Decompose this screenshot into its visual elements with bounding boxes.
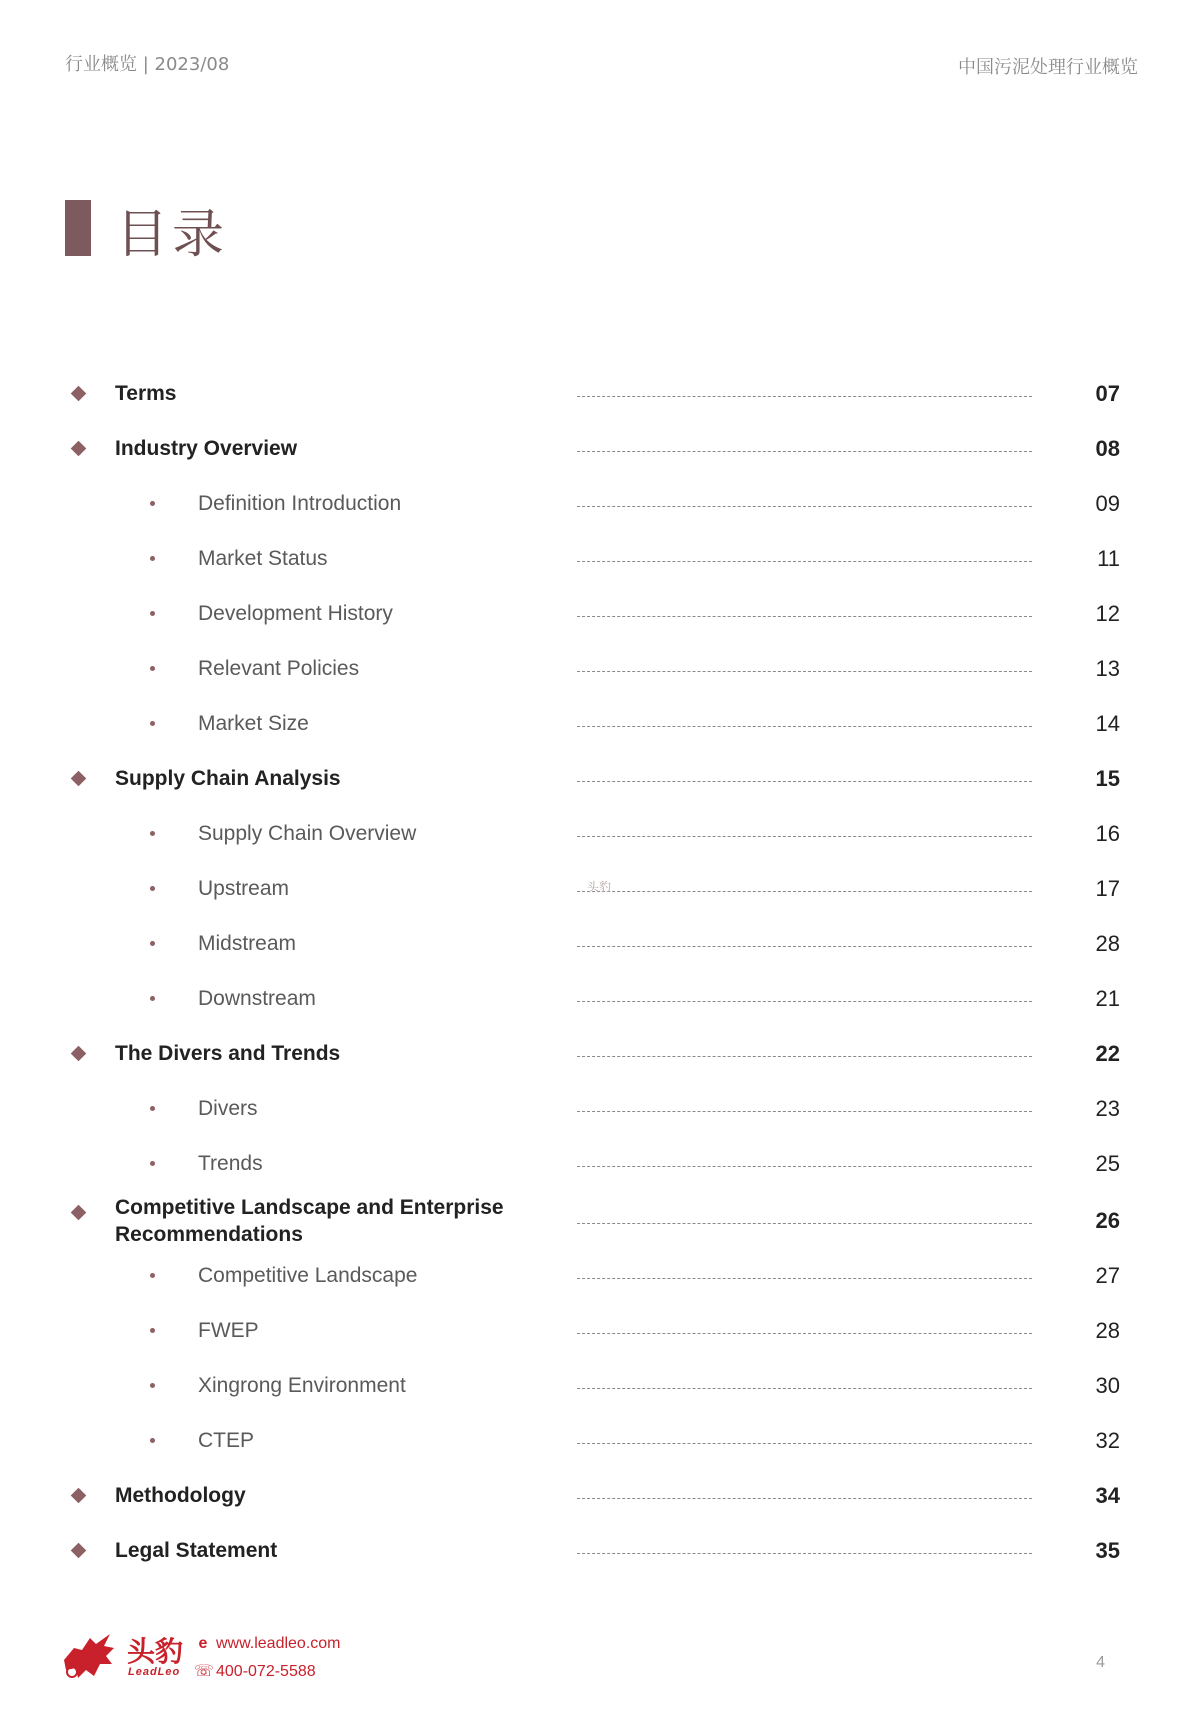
toc-page-number: 07 <box>1095 381 1120 406</box>
dotted-leader <box>577 946 1032 947</box>
toc-page-number: 12 <box>1095 601 1120 626</box>
toc-page-number: 15 <box>1095 766 1120 791</box>
diamond-icon <box>71 1205 87 1221</box>
diamond-icon <box>71 1543 87 1559</box>
diamond-icon <box>71 1046 87 1062</box>
dot-icon <box>150 1106 155 1111</box>
dotted-leader <box>577 1278 1032 1279</box>
dot-icon <box>150 1161 155 1166</box>
toc-page-number: 35 <box>1095 1538 1120 1563</box>
dotted-leader <box>577 1553 1032 1554</box>
brand-name-en: LeadLeo <box>128 1666 181 1678</box>
toc-page-number: 14 <box>1095 711 1120 736</box>
diamond-icon <box>71 1488 87 1504</box>
dot-icon <box>150 611 155 616</box>
dotted-leader <box>577 396 1032 397</box>
dot-icon <box>150 1328 155 1333</box>
leadleo-logo-icon <box>60 1630 118 1682</box>
dotted-leader <box>577 1166 1032 1167</box>
dot-icon <box>150 666 155 671</box>
toc-page-number: 30 <box>1095 1373 1120 1398</box>
watermark: 头豹 <box>587 880 612 894</box>
dotted-leader <box>577 451 1032 452</box>
toc-label: Supply Chain Overview <box>198 822 417 845</box>
dotted-leader <box>577 616 1032 617</box>
toc-label: Definition Introduction <box>198 492 402 515</box>
dotted-leader <box>577 1001 1032 1002</box>
dot-icon <box>150 886 155 891</box>
toc-label: FWEP <box>198 1319 259 1342</box>
toc-page-number: 26 <box>1095 1208 1120 1233</box>
dotted-leader <box>577 561 1032 562</box>
toc-label: Legal Statement <box>115 1539 278 1562</box>
page-number: 4 <box>1096 1654 1105 1671</box>
toc-label: Methodology <box>115 1484 246 1507</box>
dotted-leader <box>577 1111 1032 1112</box>
dot-icon <box>150 1383 155 1388</box>
toc-label: Trends <box>198 1152 263 1175</box>
toc-label: CTEP <box>198 1429 255 1452</box>
brand-name-cn: 头豹 <box>127 1635 184 1668</box>
toc-page-number: 28 <box>1095 931 1120 956</box>
dotted-leader <box>577 1333 1032 1334</box>
toc-label: Terms <box>115 382 177 405</box>
web-icon: e <box>198 1635 208 1652</box>
toc-page-number: 28 <box>1095 1318 1120 1343</box>
dot-icon <box>150 831 155 836</box>
dot-icon <box>150 1438 155 1443</box>
toc-page-number: 13 <box>1095 656 1120 681</box>
dot-icon <box>150 996 155 1001</box>
toc-page-number: 21 <box>1095 986 1120 1011</box>
phone-icon: ☏ <box>194 1663 215 1680</box>
dotted-leader <box>577 1056 1032 1057</box>
toc-label: Upstream <box>198 877 290 900</box>
page-title: 目录 <box>116 205 229 265</box>
dotted-leader <box>577 891 1032 892</box>
toc-label: Market Status <box>198 547 328 570</box>
toc-label: Midstream <box>198 932 297 955</box>
title-accent-bar <box>65 200 91 256</box>
dotted-leader <box>577 671 1032 672</box>
toc-label: Competitive Landscape and Enterprise Recommendations <box>115 1196 504 1246</box>
toc-page-number: 22 <box>1095 1041 1120 1066</box>
dotted-leader <box>577 1223 1032 1224</box>
toc-label: Relevant Policies <box>198 657 360 680</box>
dot-icon <box>150 1273 155 1278</box>
toc-label: Market Size <box>198 712 309 735</box>
dotted-leader <box>577 506 1032 507</box>
dot-icon <box>150 721 155 726</box>
header-left: 行业概览 | 2023/08 <box>65 54 230 75</box>
toc-page-number: 08 <box>1095 436 1120 461</box>
diamond-icon <box>71 441 87 457</box>
toc-page-number: 25 <box>1095 1151 1120 1176</box>
diamond-icon <box>71 771 87 787</box>
toc-label: Supply Chain Analysis <box>115 767 341 790</box>
toc-page-number: 27 <box>1095 1263 1120 1288</box>
toc-label: Xingrong Environment <box>198 1374 406 1397</box>
toc-label: The Divers and Trends <box>115 1042 341 1065</box>
dotted-leader <box>577 1443 1032 1444</box>
diamond-icon <box>71 386 87 402</box>
dot-icon <box>150 941 155 946</box>
toc-page-number: 11 <box>1097 546 1120 571</box>
dot-icon <box>150 501 155 506</box>
dot-icon <box>150 556 155 561</box>
website-text: www.leadleo.com <box>216 1635 341 1652</box>
phone-text: 400-072-5588 <box>216 1663 316 1680</box>
website-link[interactable] <box>194 1635 341 1653</box>
toc-label: Industry Overview <box>115 437 298 460</box>
dotted-leader <box>577 1498 1032 1499</box>
header-right: 中国污泥处理行业概览 <box>958 57 1138 78</box>
toc-page-number: 16 <box>1095 821 1120 846</box>
toc-page-number: 34 <box>1095 1483 1120 1508</box>
toc-page-number: 09 <box>1095 491 1120 516</box>
dotted-leader <box>577 726 1032 727</box>
toc-page-number: 32 <box>1095 1428 1120 1453</box>
phone-contact <box>194 1661 316 1681</box>
toc-label: Development History <box>198 602 393 625</box>
toc-label: Downstream <box>198 987 316 1010</box>
toc-page-number: 23 <box>1095 1096 1120 1121</box>
dotted-leader <box>577 836 1032 837</box>
toc-label: Divers <box>198 1097 258 1120</box>
toc-label: Competitive Landscape <box>198 1264 418 1287</box>
dotted-leader <box>577 1388 1032 1389</box>
toc-page-number: 17 <box>1095 876 1120 901</box>
dotted-leader <box>577 781 1032 782</box>
